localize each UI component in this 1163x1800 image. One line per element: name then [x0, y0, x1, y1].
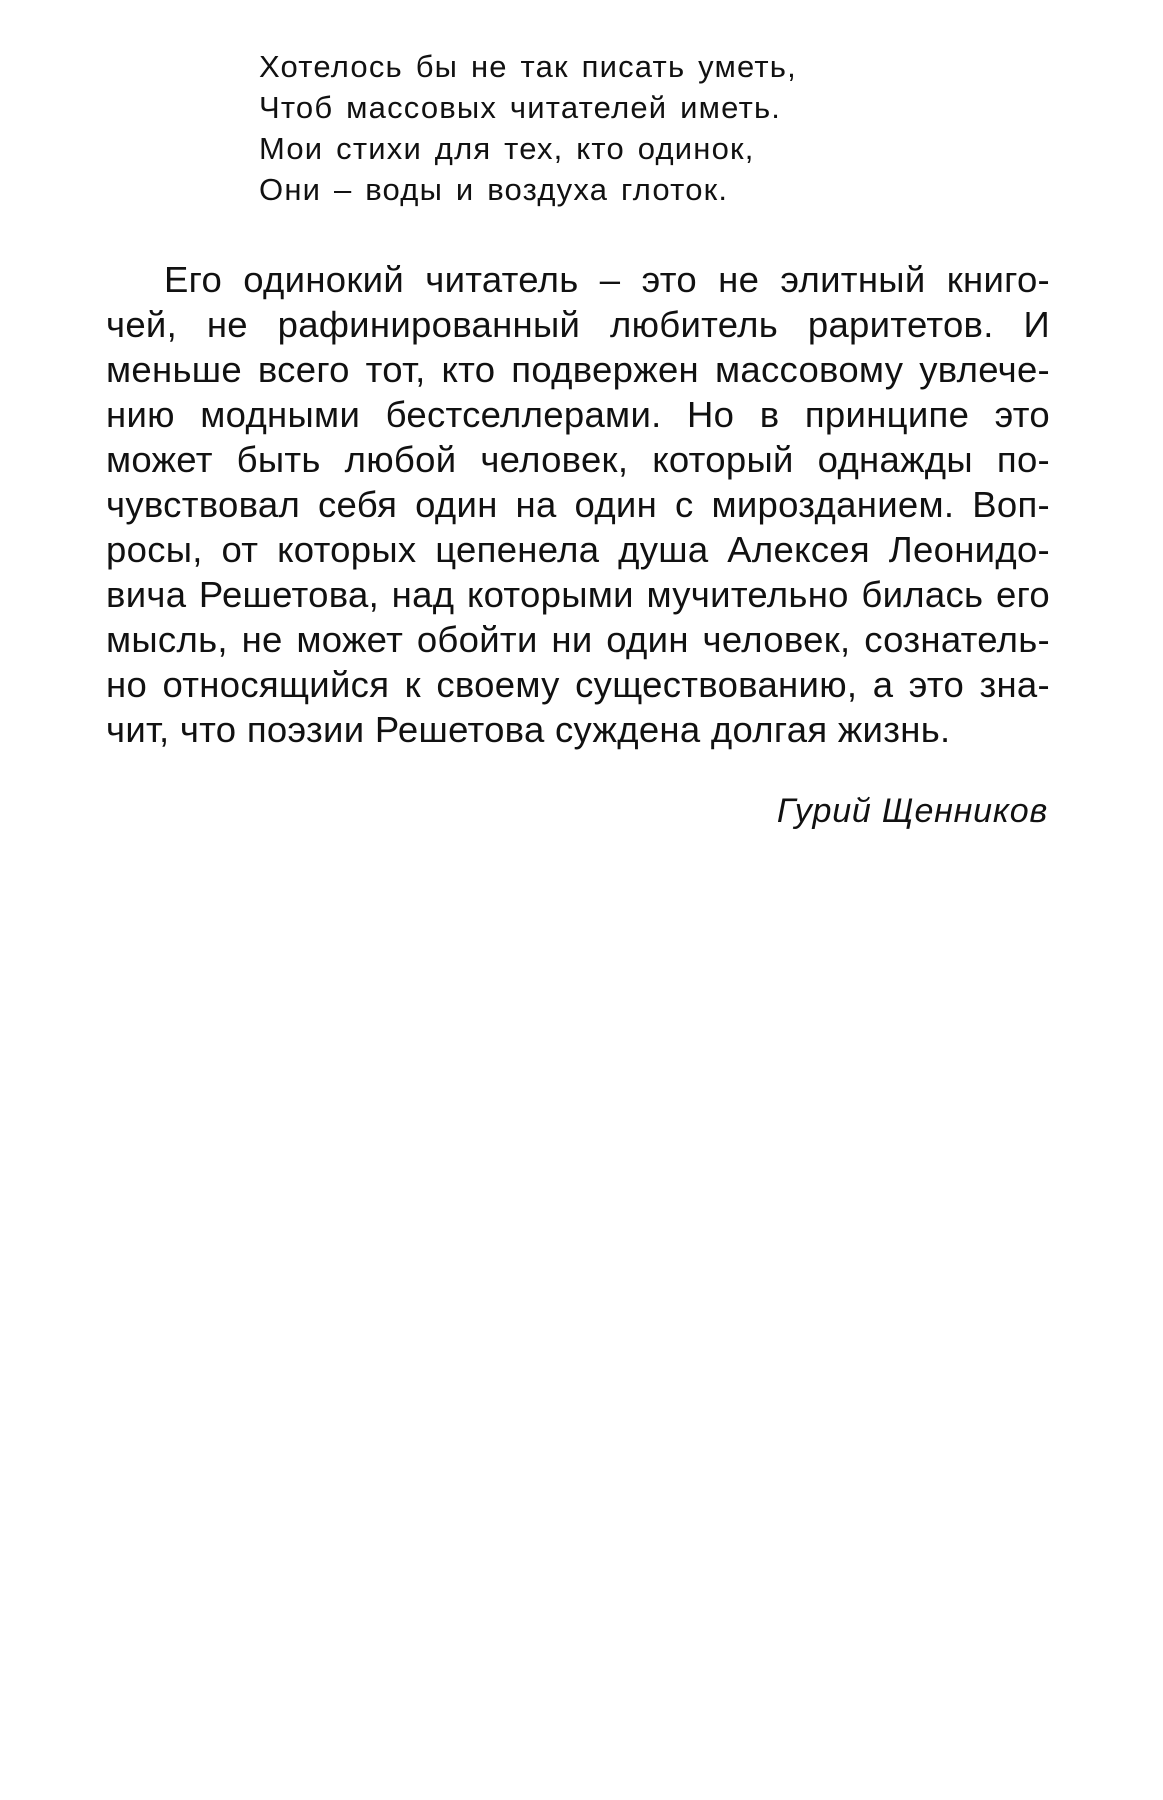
paragraph-line: мысль, не может обойти ни один человек, сознатель-: [106, 619, 1050, 660]
poem-line: Мои стихи для тех, кто одинок,: [259, 131, 755, 166]
paragraph-line: нию модными бестселлерами. Но в принципе это: [106, 394, 1050, 435]
paragraph-line: Его одинокий читатель – это не элитный книго-: [164, 259, 1050, 300]
paragraph-line: росы, от которых цепенела душа Алексея Леонидо-: [106, 529, 1050, 570]
poem-line: Чтоб массовых читателей иметь.: [259, 90, 782, 125]
poem-line: Хотелось бы не так писать уметь,: [259, 49, 797, 84]
paragraph-line: может быть любой человек, который однажды по-: [106, 439, 1050, 480]
paragraph-line: меньше всего тот, кто подвержен массовому увлече-: [106, 349, 1050, 390]
paragraph-line: чувствовал себя один на один с мирозданием. Воп-: [106, 484, 1050, 525]
paragraph-line: чит, что поэзии Решетова суждена долгая жизнь.: [106, 709, 951, 750]
paragraph-line: чей, не рафинированный любитель раритетов. И: [106, 304, 1050, 345]
author-signature: Гурий Щенников: [776, 792, 1048, 830]
body-paragraph: [106, 257, 1050, 752]
paragraph-line: вича Решетова, над которыми мучительно билась его: [106, 574, 1050, 615]
poem-line: Они – воды и воздуха глоток.: [259, 172, 729, 207]
paragraph-line: но относящийся к своему существованию, а это зна-: [106, 664, 1050, 705]
poem-epigraph: [259, 46, 959, 210]
